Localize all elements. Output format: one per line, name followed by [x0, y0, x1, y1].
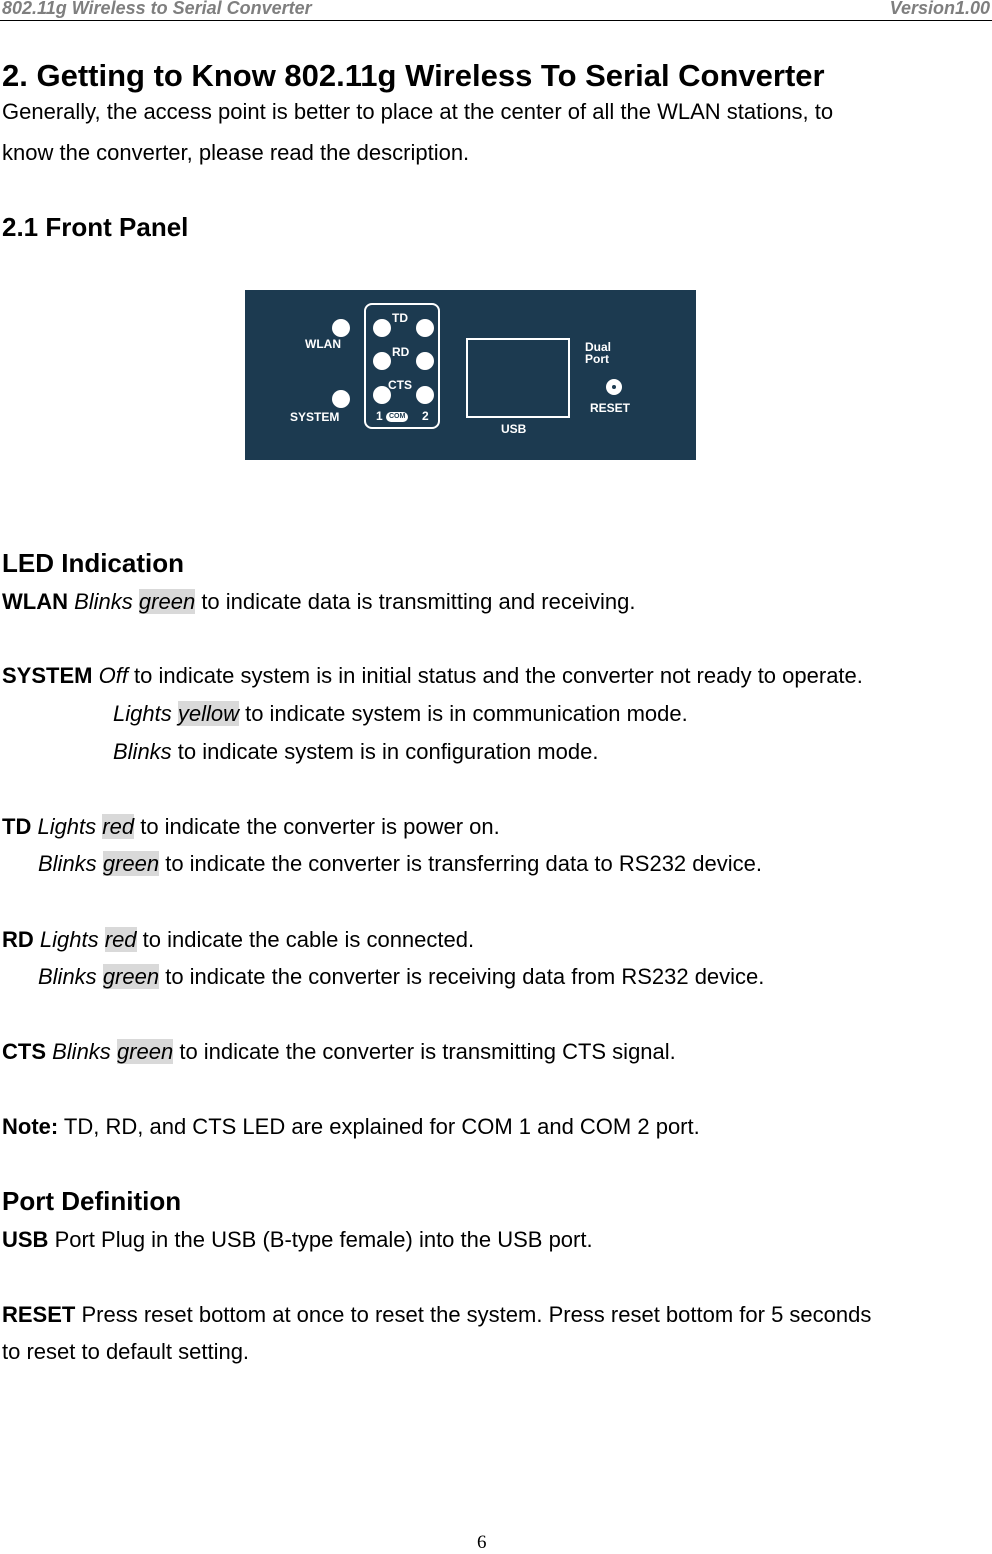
led-mode: Blinks: [113, 739, 172, 764]
cts-led-2-icon: [416, 386, 434, 404]
usb-port-icon: [466, 338, 570, 418]
port-usb-line: [2, 1227, 593, 1253]
led-description: to indicate the converter is power on.: [134, 814, 500, 839]
led-mode: Blinks: [74, 589, 133, 614]
led-color-badge: red: [104, 927, 137, 952]
led-description: to indicate the converter is transmitting CTS signal.: [173, 1039, 676, 1064]
reset-button-icon: [606, 379, 622, 395]
note-text: TD, RD, and CTS LED are explained for COM 1 and COM 2 port.: [58, 1114, 700, 1139]
front-panel-image: [245, 290, 696, 460]
led-system-line-3: [113, 739, 598, 765]
led-rd-line-2: [38, 964, 764, 990]
led-description: to indicate data is transmitting and receiving.: [195, 589, 636, 614]
panel-label-port: Port: [585, 352, 609, 366]
header-title: 802.11g Wireless to Serial Converter: [2, 0, 312, 18]
led-color-badge: green: [138, 589, 196, 614]
led-name-wlan: WLAN: [2, 589, 68, 614]
section-heading-led-indication: LED Indication: [2, 548, 184, 578]
led-mode: Off: [98, 663, 128, 688]
port-name-usb: USB: [2, 1227, 49, 1252]
section-heading-front-panel: 2.1 Front Panel: [2, 212, 189, 242]
port-reset-line-1: [2, 1302, 871, 1328]
section-heading-port-definition: Port Definition: [2, 1186, 182, 1216]
led-color-badge: green: [102, 851, 160, 876]
panel-label-com-2: 2: [422, 409, 429, 423]
led-mode: Lights: [113, 701, 172, 726]
led-description: to indicate system is in initial status and the converter not ready to operate.: [127, 663, 863, 688]
led-name-cts: CTS: [2, 1039, 46, 1064]
port-name-reset: RESET: [2, 1302, 76, 1327]
led-td-line-1: [2, 814, 500, 840]
led-color-badge: red: [102, 814, 135, 839]
led-mode: Blinks: [52, 1039, 111, 1064]
panel-label-system: SYSTEM: [290, 410, 340, 424]
panel-label-com-1: 1: [376, 409, 383, 423]
port-description: Port Plug in the USB (B-type female) into the USB port.: [48, 1227, 593, 1252]
port-description: Press reset bottom at once to reset the system. Press reset bottom for 5 seconds: [75, 1302, 872, 1327]
note-label: Note:: [2, 1114, 59, 1139]
led-system-line-1: [2, 663, 863, 689]
panel-label-cts: CTS: [388, 378, 412, 392]
led-mode: Blinks: [38, 964, 97, 989]
led-wlan-line: [2, 589, 635, 615]
led-name-system: SYSTEM: [2, 663, 93, 688]
led-description: to indicate the converter is receiving data from RS232 device.: [159, 964, 765, 989]
panel-label-com: COM: [386, 412, 408, 422]
panel-label-reset: RESET: [590, 401, 631, 415]
led-cts-line: [2, 1039, 676, 1065]
led-mode: Blinks: [38, 851, 97, 876]
port-reset-line-2: to reset to default setting.: [2, 1339, 250, 1364]
led-description: to indicate the converter is transferring data to RS232 device.: [159, 851, 762, 876]
intro-line-2: know the converter, please read the description.: [2, 140, 470, 165]
led-description: to indicate the cable is connected.: [136, 927, 475, 952]
system-led-icon: [332, 390, 350, 408]
panel-label-wlan: WLAN: [305, 337, 341, 351]
page-number: 6: [477, 1532, 487, 1553]
led-name-td: TD: [2, 814, 32, 839]
panel-label-td: TD: [392, 311, 408, 325]
led-color-badge: yellow: [177, 701, 239, 726]
panel-label-usb: USB: [501, 422, 527, 436]
led-color-badge: green: [102, 964, 160, 989]
page-header: [0, 0, 992, 21]
led-color-badge: green: [116, 1039, 174, 1064]
rd-led-1-icon: [373, 352, 391, 370]
note-line: [2, 1114, 700, 1140]
led-mode: Lights: [39, 927, 99, 952]
led-description: to indicate system is in configuration mode.: [171, 739, 599, 764]
led-rd-line-1: [2, 927, 474, 953]
led-name-rd: RD: [2, 927, 34, 952]
header-version: Version1.00: [889, 0, 990, 18]
panel-label-rd: RD: [392, 345, 410, 359]
td-led-2-icon: [416, 319, 434, 337]
led-td-line-2: [38, 851, 762, 877]
led-mode: Lights: [37, 814, 97, 839]
panel-label-dual: Dual: [585, 340, 612, 354]
led-description: to indicate system is in communication mode.: [238, 701, 688, 726]
led-system-line-2: [113, 701, 688, 727]
rd-led-2-icon: [416, 352, 434, 370]
td-led-1-icon: [373, 319, 391, 337]
intro-line-1: Generally, the access point is better to place at the center of all the WLAN stations, to: [2, 99, 834, 124]
wlan-led-icon: [332, 319, 350, 337]
page-title: 2. Getting to Know 802.11g Wireless To Serial Converter: [2, 58, 825, 93]
